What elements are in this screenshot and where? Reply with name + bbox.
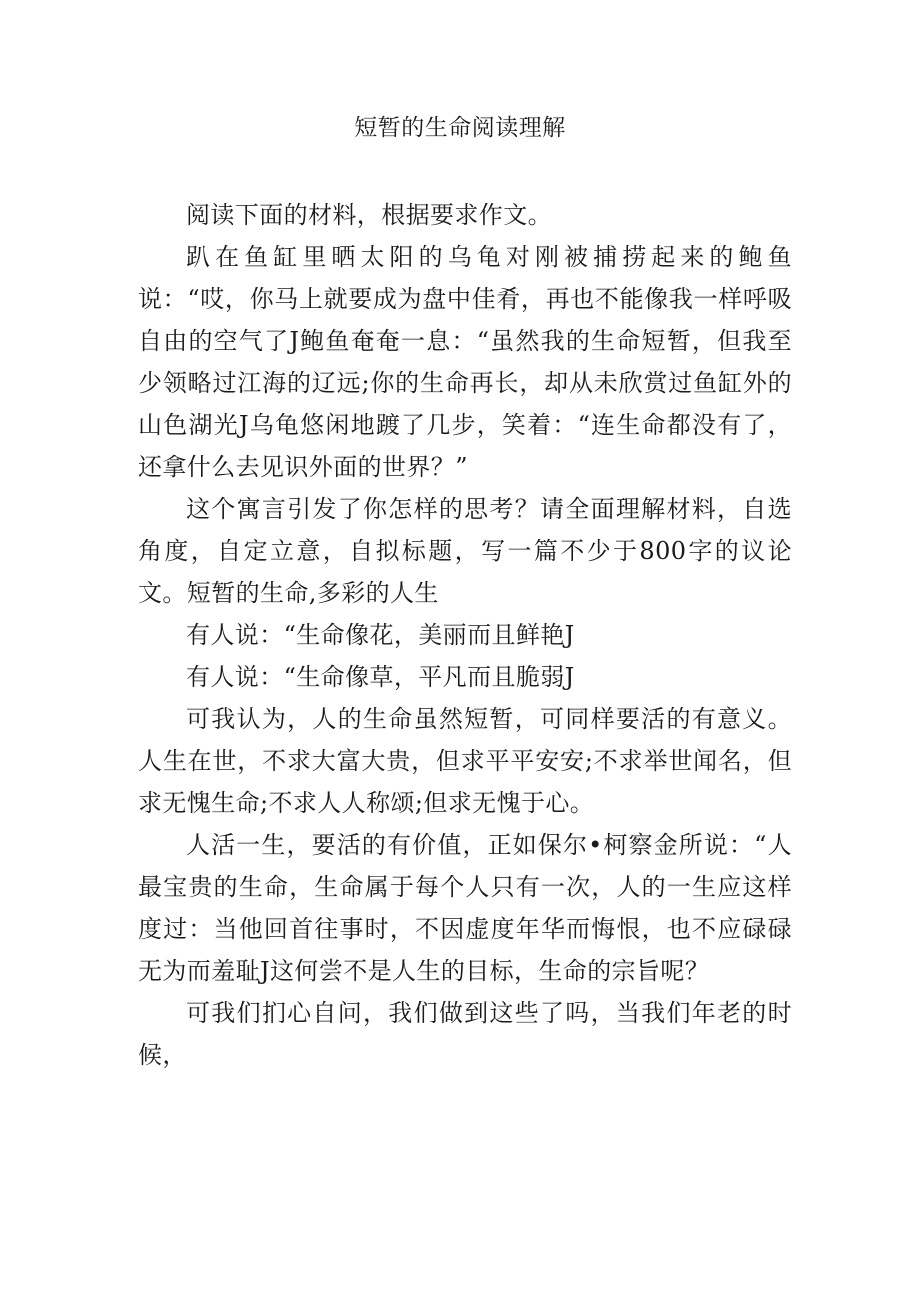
paragraph-prompt: 这个寓言引发了你怎样的思考？请全面理解材料，自选角度，自定立意，自拟标题，写一篇不少于800字的议论文。短暂的生命,多彩的人生 — [138, 495, 792, 607]
paragraph-meaning: 可我认为，人的生命虽然短暂，可同样要活的有意义。人生在世，不求大富大贵，但求平平安安;不求举世闻名，但求无愧生命;不求人人称颂;但求无愧于心。 — [138, 705, 792, 817]
paragraph-fable: 趴在鱼缸里晒太阳的乌龟对刚被捕捞起来的鲍鱼说：“哎，你马上就要成为盘中佳肴，再也不能像我一样呼吸自由的空气了J鲍鱼奄奄一息：“虽然我的生命短暂，但我至少领略过江海的辽远;你的生命再长，却从未欣赏过鱼缸外的山色湖光J乌龟悠闲地踱了几步，笑着：“连生命都没有了，还拿什么去见识外面的世界？” — [138, 243, 792, 481]
paragraph-reflection: 可我们扪心自问，我们做到这些了吗，当我们年老的时候， — [138, 999, 792, 1069]
paragraph-instruction: 阅读下面的材料，根据要求作文。 — [186, 201, 552, 229]
paragraph-grass: 有人说：“生命像草，平凡而且脆弱J — [186, 663, 575, 691]
paragraph-flower: 有人说：“生命像花，美丽而且鲜艳J — [186, 621, 575, 649]
paragraph-value: 人活一生，要活的有价值，正如保尔•柯察金所说：“人最宝贵的生命，生命属于每个人只有一次，人的一生应这样度过：当他回首往事时，不因虚度年华而悔恨，也不应碌碌无为而羞耻J这何尝不是人生的目标，生命的宗旨呢？ — [138, 831, 792, 985]
document-body — [138, 194, 792, 1076]
document-title: 短暂的生命阅读理解 — [354, 115, 566, 141]
